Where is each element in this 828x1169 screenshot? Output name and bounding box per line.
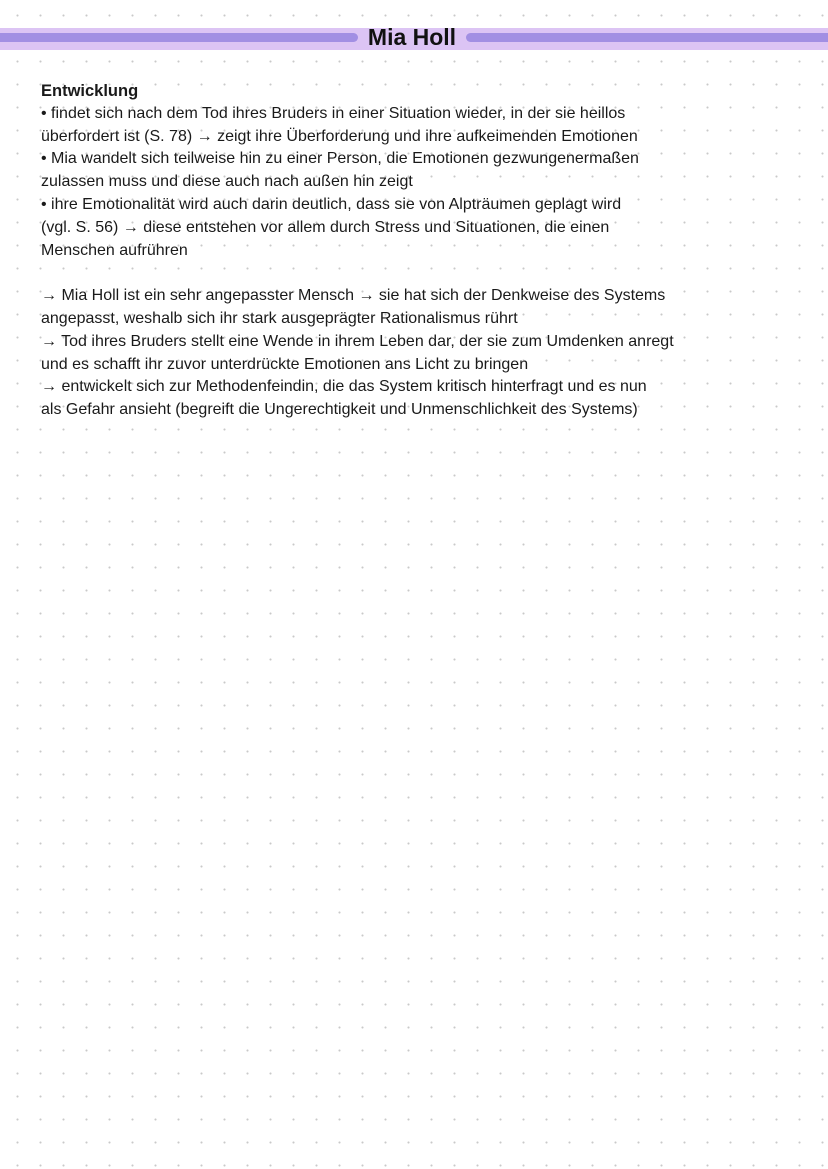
arrow-line: und es schafft ihr zuvor unterdrückte Emotionen ans Licht zu bringen (41, 355, 529, 373)
arrow-line: → Mia Holl ist ein sehr angepasster Mensch → sie hat sich der Denkweise des Systems (41, 287, 666, 305)
bullet-line: zulassen muss und diese auch nach außen hin zeigt (41, 173, 413, 191)
bullet-line: • Mia wandelt sich teilweise hin zu einer Person, die Emotionen gezwungenermaßen (41, 150, 639, 168)
bullet-line: (vgl. S. 56) → diese entstehen vor allem durch Stress und Situationen, die einen (41, 218, 610, 236)
paragraph-gap (41, 262, 781, 285)
title-band (0, 26, 828, 50)
bullet-line: überfordert ist (S. 78) → zeigt ihre Überforderung und ihre aufkeimenden Emotionen (41, 127, 638, 145)
arrow-line: → Tod ihres Bruders stellt eine Wende in ihrem Leben dar, der sie zum Umdenken anregt (41, 332, 674, 350)
title-band-stripe-right (466, 33, 828, 42)
bullet-line: Menschen aufrühren (41, 241, 188, 259)
section-heading: Entwicklung (41, 82, 139, 100)
page-title: Mia Holl (367, 24, 457, 50)
bullet-line: • ihre Emotionalität wird auch darin deutlich, dass sie von Alpträumen geplagt wird (41, 195, 622, 213)
arrow-line: → entwickelt sich zur Methodenfeindin, die das System kritisch hinterfragt und es nun (41, 378, 647, 396)
arrow-line: angepasst, weshalb sich ihr stark ausgeprägter Rationalismus rührt (41, 309, 518, 327)
bullet-line: • findet sich nach dem Tod ihres Bruders in einer Situation wieder, in der sie heillos (41, 104, 626, 122)
note-content (41, 80, 781, 422)
title-band-stripe-left (0, 33, 358, 42)
arrow-line: als Gefahr ansieht (begreift die Ungerechtigkeit und Unmenschlichkeit des Systems) (41, 401, 638, 419)
